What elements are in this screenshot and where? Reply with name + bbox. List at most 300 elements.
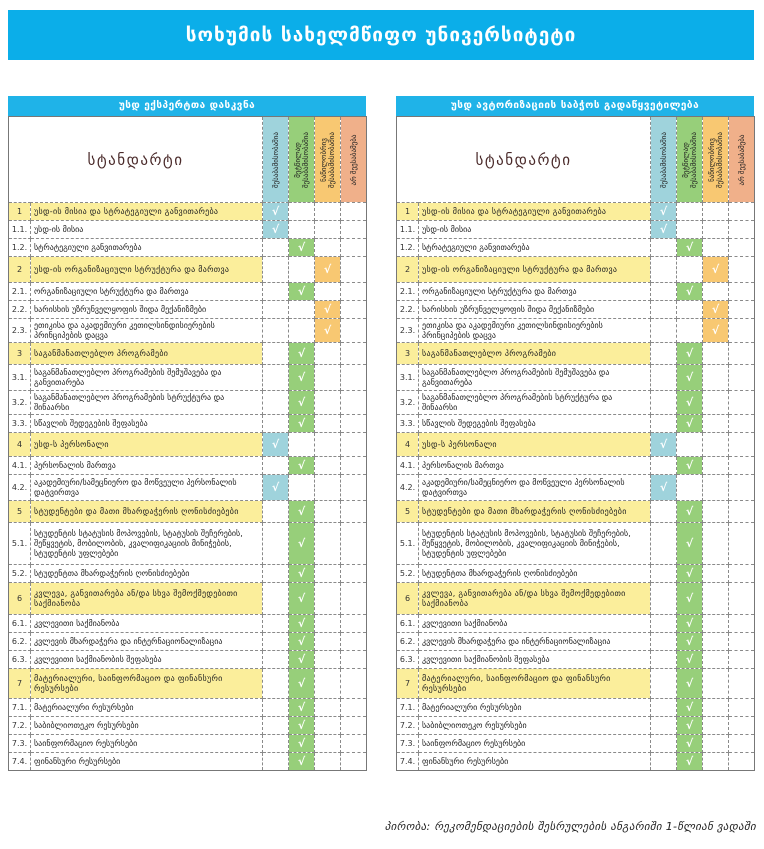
empty-cell-compliant [263, 669, 289, 699]
checkmark-icon: √ [677, 583, 703, 615]
empty-cell-partially [703, 633, 729, 651]
empty-cell-partially [315, 283, 341, 301]
table-row [397, 239, 755, 257]
empty-cell-compliant [651, 415, 677, 433]
row-number: 2.1. [397, 283, 419, 301]
empty-cell-partially [703, 283, 729, 301]
header-partially [315, 117, 341, 203]
table-row [9, 651, 367, 669]
checkmark-icon: √ [289, 669, 315, 699]
checkmark-icon: √ [651, 221, 677, 239]
header-compliant-label: შესაბამისობაშია [659, 131, 668, 188]
empty-cell-partially [315, 391, 341, 415]
empty-cell-partially [315, 457, 341, 475]
empty-cell-non-compliant [729, 433, 755, 457]
empty-cell-non-compliant [341, 239, 367, 257]
table-row [397, 221, 755, 239]
empty-cell-non-compliant [341, 717, 367, 735]
checkmark-icon: √ [315, 319, 341, 343]
standard-label: სწავლის შედეგების შეფასება [31, 415, 263, 433]
empty-cell-non-compliant [729, 615, 755, 633]
standard-label: ორგანიზაციული სტრუქტურა და მართვა [31, 283, 263, 301]
empty-cell-partially [703, 343, 729, 365]
empty-cell-compliant [263, 391, 289, 415]
standard-label: კვლევითი საქმიანობა [31, 615, 263, 633]
empty-cell-compliant [263, 615, 289, 633]
table-row [397, 651, 755, 669]
empty-cell-partially [703, 433, 729, 457]
standard-label: უსდ-ის მისია [419, 221, 651, 239]
row-number: 3.1. [9, 365, 31, 391]
empty-cell-non-compliant [729, 221, 755, 239]
empty-cell-compliant [651, 239, 677, 257]
standard-label: სტრატეგიული განვითარება [419, 239, 651, 257]
row-number: 4.2. [397, 475, 419, 501]
row-number: 5.1. [9, 523, 31, 565]
checkmark-icon: √ [289, 699, 315, 717]
checkmark-icon: √ [677, 699, 703, 717]
standard-label: საგანმანათლებლო პროგრამების სტრუქტურა და შინაარსი [31, 391, 263, 415]
empty-cell-non-compliant [341, 365, 367, 391]
table-row [9, 301, 367, 319]
header-compliant [651, 117, 677, 203]
checkmark-icon: √ [289, 457, 315, 475]
header-partially-label: ნაწილობრივ შესაბამისობაშია [319, 131, 336, 188]
checkmark-icon: √ [289, 633, 315, 651]
checkmark-icon: √ [315, 301, 341, 319]
empty-cell-partially [315, 615, 341, 633]
checkmark-icon: √ [289, 283, 315, 301]
checkmark-icon: √ [289, 717, 315, 735]
empty-cell-non-compliant [729, 565, 755, 583]
row-number: 7.4. [9, 753, 31, 771]
council-decision-panel [396, 96, 754, 771]
empty-cell-partially [703, 475, 729, 501]
empty-cell-non-compliant [729, 583, 755, 615]
empty-cell-partially [315, 565, 341, 583]
checkmark-icon: √ [289, 239, 315, 257]
standard-label: ფინანსური რესურსები [419, 753, 651, 771]
standard-label: კვლევის მხარდაჭერა და ინტერნაციონალიზაცია [419, 633, 651, 651]
empty-cell-substantially [289, 475, 315, 501]
standard-label: უსდ-ის მისია და სტრატეგიული განვითარება [31, 203, 263, 221]
standard-label: კვლევითი საქმიანობის შეფასება [419, 651, 651, 669]
row-number: 3.2. [9, 391, 31, 415]
header-partially [703, 117, 729, 203]
standard-label: საგანმანათლებლო პროგრამების შემუშავება და განვითარება [31, 365, 263, 391]
checkmark-icon: √ [651, 475, 677, 501]
header-substantially-label: მეტწილად შესაბამისობაშია [681, 131, 698, 188]
empty-cell-partially [315, 221, 341, 239]
empty-cell-partially [315, 699, 341, 717]
table-row [9, 257, 367, 283]
checkmark-icon: √ [677, 523, 703, 565]
empty-cell-non-compliant [341, 669, 367, 699]
standard-label: კვლევა, განვითარება ან/და სხვა შემოქმედებითი საქმიანობა [419, 583, 651, 615]
row-number: 3.2. [397, 391, 419, 415]
row-number: 7.3. [9, 735, 31, 753]
table-row [397, 753, 755, 771]
empty-cell-partially [703, 669, 729, 699]
empty-cell-compliant [651, 633, 677, 651]
checkmark-icon: √ [289, 415, 315, 433]
standard-label: უსდ-ის ორგანიზაციული სტრუქტურა და მართვა [31, 257, 263, 283]
standard-header: სტანდარტი [397, 117, 651, 203]
empty-cell-non-compliant [341, 633, 367, 651]
empty-cell-non-compliant [729, 501, 755, 523]
empty-cell-partially [315, 501, 341, 523]
checkmark-icon: √ [263, 475, 289, 501]
empty-cell-partially [703, 457, 729, 475]
table-row [397, 475, 755, 501]
table-row [9, 239, 367, 257]
row-number: 4.1. [9, 457, 31, 475]
row-number: 3 [9, 343, 31, 365]
empty-cell-partially [703, 523, 729, 565]
empty-cell-compliant [651, 669, 677, 699]
empty-cell-partially [703, 583, 729, 615]
page-title: სოხუმის სახელმწიფო უნივერსიტეტი [8, 10, 754, 60]
row-number: 6.1. [9, 615, 31, 633]
header-compliant-label: შესაბამისობაშია [271, 131, 280, 188]
header-non-compliant-label: არ შეესაბამება [737, 134, 746, 185]
empty-cell-non-compliant [341, 651, 367, 669]
empty-cell-compliant [651, 391, 677, 415]
standard-label: პერსონალის მართვა [419, 457, 651, 475]
empty-cell-compliant [651, 301, 677, 319]
standard-label: სტრატეგიული განვითარება [31, 239, 263, 257]
empty-cell-compliant [651, 283, 677, 301]
standards-table [8, 116, 367, 771]
table-row [9, 565, 367, 583]
empty-cell-partially [315, 651, 341, 669]
standard-label: მატერიალური, საინფორმაციო და ფინანსური რესურსები [419, 669, 651, 699]
empty-cell-compliant [263, 457, 289, 475]
standard-label: საინფორმაციო რესურსები [31, 735, 263, 753]
expert-conclusion-panel [8, 96, 366, 771]
empty-cell-compliant [651, 501, 677, 523]
empty-cell-partially [315, 583, 341, 615]
row-number: 6.3. [9, 651, 31, 669]
header-non-compliant-label: არ შეესაბამება [349, 134, 358, 185]
empty-cell-compliant [263, 283, 289, 301]
empty-cell-non-compliant [729, 257, 755, 283]
empty-cell-compliant [651, 365, 677, 391]
standard-label: საგანმანათლებლო პროგრამების შემუშავება და განვითარება [419, 365, 651, 391]
empty-cell-partially [703, 565, 729, 583]
row-number: 5 [397, 501, 419, 523]
table-row [397, 735, 755, 753]
empty-cell-non-compliant [729, 415, 755, 433]
standard-label: ეთიკისა და აკადემიური კეთილსინდისიერების პრინციპების დაცვა [31, 319, 263, 343]
row-number: 5.2. [9, 565, 31, 583]
row-number: 7.2. [397, 717, 419, 735]
empty-cell-compliant [651, 343, 677, 365]
empty-cell-non-compliant [729, 651, 755, 669]
empty-cell-partially [703, 501, 729, 523]
standard-label: უსდ-ის მისია [31, 221, 263, 239]
row-number: 6.2. [9, 633, 31, 651]
checkmark-icon: √ [289, 343, 315, 365]
standard-label: ეთიკისა და აკადემიური კეთილსინდისიერების პრინციპების დაცვა [419, 319, 651, 343]
standard-label: სტუდენტთა მხარდაჭერის ღონისძიებები [419, 565, 651, 583]
empty-cell-non-compliant [341, 257, 367, 283]
standard-label: სტუდენტები და მათი მხარდაჭერის ღონისძიებები [419, 501, 651, 523]
row-number: 7.1. [9, 699, 31, 717]
table-row [9, 203, 367, 221]
row-number: 3 [397, 343, 419, 365]
empty-cell-partially [315, 475, 341, 501]
checkmark-icon: √ [677, 283, 703, 301]
row-number: 5.2. [397, 565, 419, 583]
empty-cell-non-compliant [341, 523, 367, 565]
standard-header: სტანდარტი [9, 117, 263, 203]
checkmark-icon: √ [677, 633, 703, 651]
standard-label: უსდ-ის მისია და სტრატეგიული განვითარება [419, 203, 651, 221]
empty-cell-compliant [263, 651, 289, 669]
empty-cell-non-compliant [341, 583, 367, 615]
standard-label: ხარისხის უზრუნველყოფის შიდა მექანიზმები [419, 301, 651, 319]
standard-label: სტუდენტები და მათი მხარდაჭერის ღონისძიებები [31, 501, 263, 523]
empty-cell-substantially [677, 221, 703, 239]
checkmark-icon: √ [263, 221, 289, 239]
header-substantially-label: მეტწილად შესაბამისობაშია [293, 131, 310, 188]
empty-cell-partially [703, 221, 729, 239]
row-number: 2 [397, 257, 419, 283]
empty-cell-substantially [289, 433, 315, 457]
checkmark-icon: √ [703, 301, 729, 319]
table-row [9, 433, 367, 457]
row-number: 6.1. [397, 615, 419, 633]
empty-cell-non-compliant [341, 735, 367, 753]
table-row [9, 415, 367, 433]
empty-cell-compliant [263, 257, 289, 283]
panel-title: უსდ ექსპერტთა დასკვნა [8, 96, 366, 116]
empty-cell-non-compliant [729, 365, 755, 391]
empty-cell-compliant [263, 753, 289, 771]
empty-cell-compliant [651, 523, 677, 565]
empty-cell-non-compliant [341, 343, 367, 365]
table-row [397, 583, 755, 615]
checkmark-icon: √ [289, 391, 315, 415]
empty-cell-compliant [263, 239, 289, 257]
standard-label: საბიბლიოთეკო რესურსები [419, 717, 651, 735]
row-number: 1 [397, 203, 419, 221]
standard-label: კვლევა, განვითარება ან/და სხვა შემოქმედებითი საქმიანობა [31, 583, 263, 615]
empty-cell-non-compliant [341, 615, 367, 633]
empty-cell-non-compliant [729, 753, 755, 771]
standard-label: საგანმანათლებლო პროგრამები [31, 343, 263, 365]
checkmark-icon: √ [677, 651, 703, 669]
empty-cell-partially [315, 415, 341, 433]
empty-cell-non-compliant [729, 633, 755, 651]
table-row [397, 301, 755, 319]
empty-cell-compliant [263, 501, 289, 523]
table-row [397, 257, 755, 283]
empty-cell-substantially [677, 433, 703, 457]
empty-cell-partially [703, 651, 729, 669]
empty-cell-non-compliant [729, 475, 755, 501]
table-row [9, 633, 367, 651]
row-number: 7.4. [397, 753, 419, 771]
empty-cell-non-compliant [341, 415, 367, 433]
empty-cell-partially [703, 717, 729, 735]
standard-label: ორგანიზაციული სტრუქტურა და მართვა [419, 283, 651, 301]
table-row [397, 457, 755, 475]
table-row [9, 343, 367, 365]
checkmark-icon: √ [677, 717, 703, 735]
standard-label: უსდ-ს პერსონალი [419, 433, 651, 457]
header-substantially [677, 117, 703, 203]
empty-cell-substantially [289, 221, 315, 239]
row-number: 1.1. [9, 221, 31, 239]
table-row [397, 501, 755, 523]
checkmark-icon: √ [289, 565, 315, 583]
checkmark-icon: √ [677, 565, 703, 583]
checkmark-icon: √ [703, 257, 729, 283]
row-number: 2.2. [397, 301, 419, 319]
empty-cell-substantially [677, 203, 703, 221]
empty-cell-compliant [651, 319, 677, 343]
empty-cell-compliant [263, 415, 289, 433]
empty-cell-compliant [651, 615, 677, 633]
empty-cell-non-compliant [729, 717, 755, 735]
standard-label: მატერიალური, საინფორმაციო და ფინანსური რესურსები [31, 669, 263, 699]
empty-cell-partially [703, 753, 729, 771]
table-row [397, 415, 755, 433]
standard-label: აკადემიური/სამეცნიერო და მოწვეული პერსონალის დატვირთვა [31, 475, 263, 501]
table-row [9, 615, 367, 633]
row-number: 7.3. [397, 735, 419, 753]
empty-cell-substantially [677, 475, 703, 501]
checkmark-icon: √ [315, 257, 341, 283]
empty-cell-partially [703, 203, 729, 221]
empty-cell-compliant [651, 651, 677, 669]
standard-label: სტუდენტის სტატუსის მოპოვების, სტატუსის შეჩერების, შეწყვეტის, მობილობის, კვალიფიკაციის მინიჭების, სტუდენტის უფლებები [419, 523, 651, 565]
empty-cell-non-compliant [729, 735, 755, 753]
checkmark-icon: √ [289, 651, 315, 669]
empty-cell-non-compliant [729, 523, 755, 565]
empty-cell-compliant [651, 583, 677, 615]
empty-cell-compliant [263, 523, 289, 565]
empty-cell-partially [703, 735, 729, 753]
row-number: 1.2. [397, 239, 419, 257]
table-row [397, 203, 755, 221]
checkmark-icon: √ [289, 753, 315, 771]
empty-cell-non-compliant [729, 239, 755, 257]
checkmark-icon: √ [677, 501, 703, 523]
standard-label: ხარისხის უზრუნველყოფის შიდა მექანიზმები [31, 301, 263, 319]
header-non-compliant [341, 117, 367, 203]
empty-cell-non-compliant [729, 203, 755, 221]
checkmark-icon: √ [651, 203, 677, 221]
table-row [397, 343, 755, 365]
header-non-compliant [729, 117, 755, 203]
empty-cell-substantially [677, 319, 703, 343]
table-row [9, 699, 367, 717]
row-number: 3.3. [9, 415, 31, 433]
empty-cell-non-compliant [729, 319, 755, 343]
empty-cell-non-compliant [341, 753, 367, 771]
table-body [9, 117, 367, 771]
row-number: 7 [9, 669, 31, 699]
table-row [9, 501, 367, 523]
standard-label: კვლევითი საქმიანობის შეფასება [31, 651, 263, 669]
checkmark-icon: √ [289, 501, 315, 523]
row-number: 2.2. [9, 301, 31, 319]
checkmark-icon: √ [703, 319, 729, 343]
empty-cell-partially [703, 415, 729, 433]
checkmark-icon: √ [677, 415, 703, 433]
empty-cell-non-compliant [729, 699, 755, 717]
table-row [9, 523, 367, 565]
empty-cell-compliant [263, 319, 289, 343]
empty-cell-compliant [263, 565, 289, 583]
empty-cell-substantially [289, 319, 315, 343]
table-row [9, 391, 367, 415]
empty-cell-partially [315, 203, 341, 221]
row-number: 5.1. [397, 523, 419, 565]
table-row [397, 523, 755, 565]
checkmark-icon: √ [289, 583, 315, 615]
row-number: 4.1. [397, 457, 419, 475]
empty-cell-compliant [651, 457, 677, 475]
checkmark-icon: √ [651, 433, 677, 457]
checkmark-icon: √ [677, 343, 703, 365]
table-row [397, 565, 755, 583]
row-number: 7.2. [9, 717, 31, 735]
empty-cell-partially [703, 365, 729, 391]
table-row [397, 283, 755, 301]
empty-cell-substantially [677, 257, 703, 283]
empty-cell-non-compliant [341, 433, 367, 457]
row-number: 1 [9, 203, 31, 221]
table-row [9, 475, 367, 501]
standard-label: მატერიალური რესურსები [31, 699, 263, 717]
empty-cell-compliant [263, 365, 289, 391]
empty-cell-compliant [651, 753, 677, 771]
row-number: 5 [9, 501, 31, 523]
empty-cell-non-compliant [341, 501, 367, 523]
row-number: 6 [397, 583, 419, 615]
standard-label: პერსონალის მართვა [31, 457, 263, 475]
empty-cell-compliant [263, 583, 289, 615]
empty-cell-substantially [289, 257, 315, 283]
empty-cell-compliant [263, 699, 289, 717]
standard-label: საბიბლიოთეკო რესურსები [31, 717, 263, 735]
empty-cell-non-compliant [341, 301, 367, 319]
table-row [9, 717, 367, 735]
table-row [397, 633, 755, 651]
empty-cell-non-compliant [341, 221, 367, 239]
table-row [9, 221, 367, 239]
row-number: 6.3. [397, 651, 419, 669]
standard-label: საინფორმაციო რესურსები [419, 735, 651, 753]
table-body [397, 117, 755, 771]
row-number: 1.2. [9, 239, 31, 257]
row-number: 3.3. [397, 415, 419, 433]
row-number: 1.1. [397, 221, 419, 239]
empty-cell-compliant [263, 633, 289, 651]
table-row [9, 365, 367, 391]
empty-cell-non-compliant [341, 565, 367, 583]
empty-cell-substantially [289, 203, 315, 221]
empty-cell-non-compliant [341, 203, 367, 221]
empty-cell-compliant [263, 717, 289, 735]
empty-cell-partially [703, 615, 729, 633]
standard-label: სწავლის შედეგების შეფასება [419, 415, 651, 433]
empty-cell-compliant [651, 735, 677, 753]
